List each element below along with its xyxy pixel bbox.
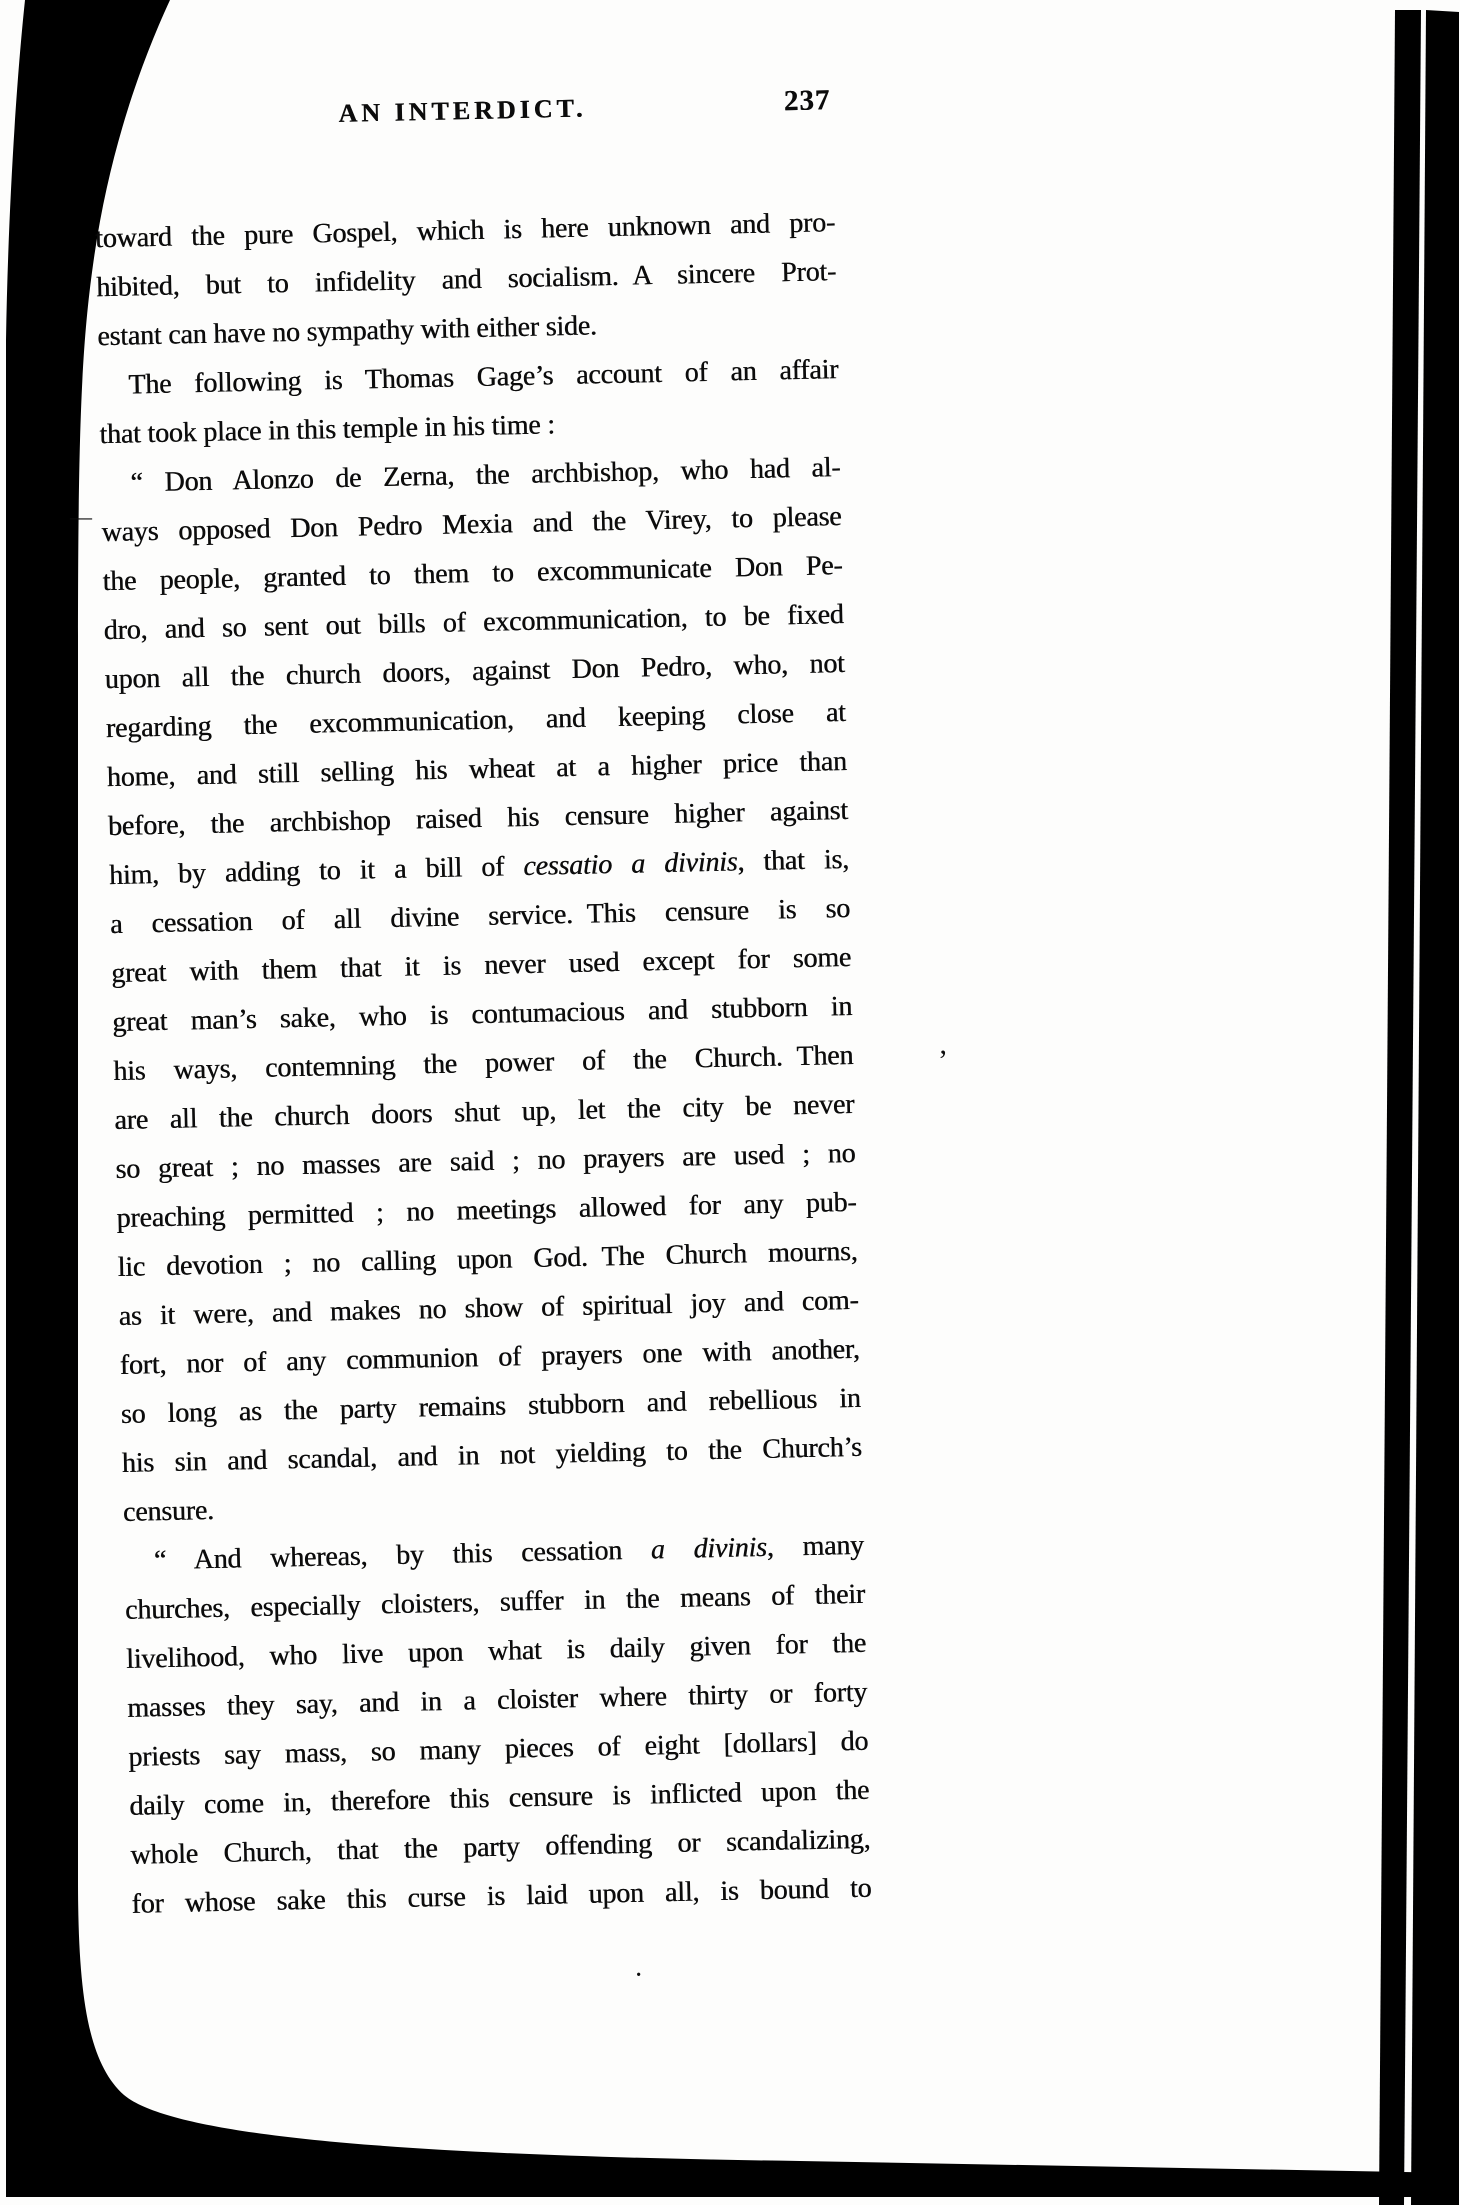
latin-phrase: cessatio a divinis — [522, 846, 738, 883]
text-segment: before, the archbishop raised his censure higher against — [107, 794, 849, 843]
text-segment: upon all the church doors, against Don Pedro, who, not — [104, 648, 845, 696]
text-segment: preaching permitted ; no meetings allowed for any pub- — [116, 1186, 857, 1235]
text-segment: estant can have no sympathy with either side. — [96, 310, 598, 353]
ink-speck: — — [70, 504, 92, 529]
text-segment: , that is, — [737, 843, 850, 878]
text-segment: his sin and scandal, and in not yielding to the Church’s — [121, 1431, 863, 1479]
text-segment: him, by adding to it a bill of — [108, 851, 524, 892]
text-segment: hibited, but to infidelity and socialism. A sincere Prot- — [95, 256, 837, 304]
text-segment: livelihood, who live upon what is daily given for the — [125, 1627, 867, 1675]
text-segment: so long as the party remains stubborn and rebellious in — [120, 1382, 861, 1430]
text-segment: regarding the excommunication, and keeping close at — [105, 697, 846, 745]
text-segment: as it were, and makes no show of spiritual joy and com- — [118, 1284, 859, 1332]
text-segment: toward the pure Gospel, which is here unknown and pro- — [94, 207, 836, 255]
text-segment: “ And whereas, by this cessation — [153, 1534, 652, 1577]
running-title: AN INTERDICT. — [338, 93, 587, 128]
text-segment: his ways, contemning the power of the Church. Then — [112, 1039, 854, 1088]
text-segment: churches, especially cloisters, suffer in the means of their — [124, 1578, 866, 1626]
ink-speck: · — [634, 1960, 644, 1991]
text-segment: so great ; no masses are said ; no prayers are used ; no — [115, 1137, 856, 1186]
text-segment: daily come in, therefore this censure is inflicted upon the — [128, 1774, 870, 1822]
text-segment: a cessation of all divine service. This censure is so — [109, 892, 851, 941]
text-segment: for whose sake this curse is laid upon all, is bound to — [131, 1872, 872, 1920]
text-segment: censure. — [122, 1494, 215, 1528]
latin-phrase: a divinis — [650, 1531, 768, 1566]
text-segment: are all the church doors shut up, let the city be never — [114, 1088, 855, 1137]
text-segment: the people, granted to them to excommunicate Don Pe- — [102, 550, 843, 598]
text-segment: “ Don Alonzo de Zerna, the archbishop, who had al- — [130, 452, 841, 499]
text-segment: great man’s sake, who is contumacious and stubborn in — [111, 990, 853, 1039]
text-segment: masses they say, and in a cloister where thirty or forty — [126, 1676, 868, 1724]
text-segment: home, and still selling his wheat at a higher price than — [106, 745, 848, 794]
text-segment: lic devotion ; no calling upon God. The Church mourns, — [117, 1235, 858, 1284]
text-segment: ways opposed Don Pedro Mexia and the Virey, to please — [101, 501, 842, 549]
ink-speck: ’ — [938, 1044, 948, 1077]
text-segment: priests say mass, so many pieces of eight [dollars] do — [127, 1725, 869, 1773]
text-segment: that took place in this temple in his time : — [99, 409, 556, 451]
text-segment: The following is Thomas Gage’s account of an affair — [127, 354, 839, 401]
text-segment: fort, nor of any communion of prayers one with another, — [119, 1333, 860, 1381]
text-segment: , many — [766, 1529, 865, 1563]
text-segment: whole Church, that the party offending or scandalizing, — [130, 1823, 871, 1871]
text-segment: dro, and so sent out bills of excommunication, to be fixed — [103, 599, 844, 647]
page-number: 237 — [783, 84, 831, 118]
page-content — [92, 84, 872, 1929]
text-block — [95, 198, 872, 1929]
text-segment: great with them that it is never used except for some — [110, 941, 852, 990]
